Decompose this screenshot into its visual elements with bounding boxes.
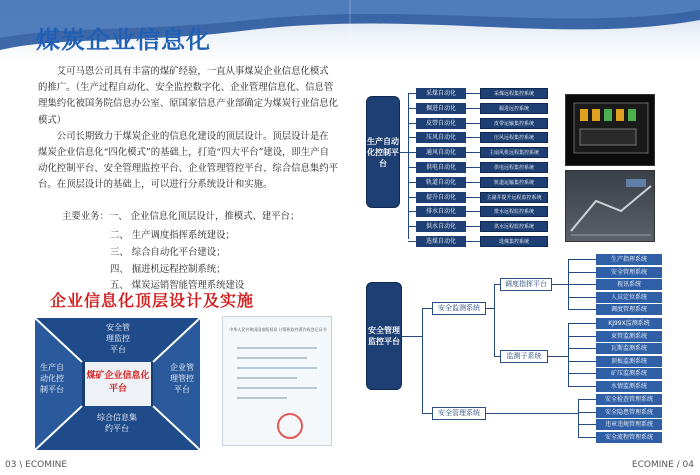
connector [578, 399, 579, 437]
footer-left: 03 \ ECOMINE [5, 460, 68, 470]
connector [466, 226, 480, 227]
safety-leaf: 调度管理系统 [596, 304, 662, 315]
connector [408, 197, 416, 198]
production-system: 主副井提升远程监控系统 [480, 192, 548, 203]
connector [408, 93, 416, 94]
connector [568, 348, 596, 349]
safety-leaf: 安全管理系统 [596, 267, 662, 278]
production-node: 供电自动化 [416, 162, 466, 173]
connector [568, 361, 596, 362]
safety-leaf: 视讯系统 [596, 279, 662, 290]
safety-platform-head: 安全管理监控平台 [366, 282, 402, 390]
connector [568, 259, 596, 260]
connector [548, 356, 568, 357]
dispatch-node: 调度指挥平台 [500, 278, 552, 291]
business-lead: 主要业务：一、 企业信息化顶层设计，推模式、建平台； [62, 211, 300, 222]
cert-line [237, 357, 307, 359]
production-node: 轨道自动化 [416, 177, 466, 188]
safety-leaf: 瓦斯监测系统 [596, 343, 662, 354]
connector [568, 373, 596, 374]
production-node: 排水自动化 [416, 206, 466, 217]
production-system: 供电远程集控系统 [480, 162, 548, 173]
business-item-2: 二、 生产调度指挥系统建设； [110, 230, 235, 241]
safety-monitor-node: 安全监测系统 [432, 302, 486, 315]
cert-line [237, 377, 297, 379]
safety-leaf: 安全隐患管理系统 [596, 407, 662, 418]
control-panel-photo [565, 94, 655, 166]
connector [568, 297, 596, 298]
footer-right: ECOMINE / 04 [631, 460, 694, 470]
monitor-sub-node: 监测子系统 [500, 350, 548, 363]
tile-production-platform: 生产自动化控制平台 [40, 363, 64, 394]
connector [568, 272, 596, 273]
connector [486, 308, 494, 309]
production-node: 压风自动化 [416, 132, 466, 143]
connector [422, 308, 432, 309]
center-platform: 煤矿企业信息化平台 [85, 362, 151, 406]
connector [466, 108, 480, 109]
connector [408, 152, 416, 153]
connector [466, 241, 480, 242]
safety-leaf: 矿压监测系统 [596, 368, 662, 379]
production-system: 皮带运输集控系统 [480, 118, 548, 129]
connector [568, 309, 596, 310]
section-title: 企业信息化顶层设计及实施 [50, 291, 255, 310]
intro-text [38, 64, 338, 194]
production-system: 压风远程集控系统 [480, 132, 548, 143]
connector [408, 123, 416, 124]
connector [402, 336, 422, 337]
certificate-heading: 中华人民共和国国家版权局 计算机软件著作权登记证书 [229, 327, 327, 332]
connector [408, 93, 409, 239]
connector [466, 93, 480, 94]
photo-graphic [566, 95, 656, 167]
connector [408, 182, 416, 183]
connector [578, 437, 596, 438]
production-system: 选煤集控系统 [480, 236, 548, 247]
tile-info-platform: 综合信息集约平台 [97, 413, 137, 433]
business-item-4: 四、 掘进机远程控制系统； [110, 264, 226, 275]
production-system: 轨道运输集控系统 [480, 177, 548, 188]
connector [466, 211, 480, 212]
safety-leaf: 违章违规管理系统 [596, 419, 662, 430]
connector [578, 412, 596, 413]
connector [568, 323, 596, 324]
cert-line [237, 387, 317, 389]
safety-leaf: KJ99X监测系统 [596, 318, 662, 329]
connector [408, 211, 416, 212]
safety-leaf: 束管监测系统 [596, 331, 662, 342]
connector [466, 182, 480, 183]
connector [408, 137, 416, 138]
production-node: 供水自动化 [416, 221, 466, 232]
connector [466, 137, 480, 138]
production-node: 提升自动化 [416, 192, 466, 203]
connector [568, 386, 596, 387]
page-title: 煤炭企业信息化 [36, 26, 211, 54]
tile-management-platform: 企业管理管控平台 [170, 363, 194, 394]
cert-line [237, 397, 287, 399]
connector [408, 226, 416, 227]
connector [408, 167, 416, 168]
cert-line [237, 367, 317, 369]
connector [466, 152, 480, 153]
connector [578, 399, 596, 400]
connector [578, 424, 596, 425]
safety-leaf: 安全流程管理系统 [596, 432, 662, 443]
production-system: 排水远程监控系统 [480, 206, 548, 217]
connector [422, 413, 432, 414]
production-platform-head: 生产自动化控制平台 [366, 96, 400, 208]
production-node: 选煤自动化 [416, 236, 466, 247]
safety-leaf: 安全检查管理系统 [596, 394, 662, 405]
tile-safety-platform: 安全管理监控平台 [106, 323, 130, 354]
connector [466, 167, 480, 168]
safety-manage-node: 安全管理系统 [432, 407, 486, 420]
connector [568, 323, 569, 386]
production-system: 掘进远控系统 [480, 103, 548, 114]
production-node: 掘进自动化 [416, 103, 466, 114]
connector [408, 108, 416, 109]
connector [466, 123, 480, 124]
production-system: 供水远程监控系统 [480, 221, 548, 232]
connector [494, 284, 495, 356]
software-certificate [222, 316, 332, 446]
business-item-3: 三、 综合自动化平台建设； [110, 247, 226, 258]
production-node: 采煤自动化 [416, 88, 466, 99]
safety-leaf: 水情监测系统 [596, 381, 662, 392]
seal-icon [277, 413, 303, 439]
connector [400, 152, 408, 153]
connector [466, 197, 480, 198]
intro-paragraph-2: 公司长期致力于煤炭企业的信息化建设的顶层设计。顶层设计是在煤炭企业信息化“四化模式”的基础上，打造“四大平台”建设，即生产自动化控制平台、安全管理监控平台、企业管理管控平台、综合信息集约平台。在顶层设计的基础上，可以进行分系统设计和实施。 [38, 130, 339, 191]
safety-leaf: 人员定位系统 [596, 292, 662, 303]
connector [552, 284, 568, 285]
mine-system-photo [565, 170, 655, 242]
platform-diagram [35, 318, 200, 450]
connector [422, 308, 423, 413]
connector [568, 284, 596, 285]
cert-line [237, 347, 317, 349]
photo-graphic [566, 171, 656, 243]
safety-leaf: 顶板监测系统 [596, 356, 662, 367]
connector [486, 413, 578, 414]
production-system: 主扇风机远程集控系统 [480, 147, 548, 158]
production-node: 通风自动化 [416, 147, 466, 158]
production-node: 皮带自动化 [416, 118, 466, 129]
production-system: 采煤远程集控系统 [480, 88, 548, 99]
connector [568, 336, 596, 337]
business-item-5: 五、 煤炭运销智能管理系统建设 [110, 280, 245, 291]
connector [408, 241, 416, 242]
intro-paragraph-1: 艾可马恩公司具有丰富的煤矿经验，一直从事煤炭企业信息化模式的推广。（生产过程自动化、安全监控数字化、企业管理信息化、信息管理集约化被国务院信息办公室、原国家信息产业部确定为煤炭行业信息化模式） [38, 66, 339, 126]
safety-leaf: 生产指挥系统 [596, 254, 662, 265]
